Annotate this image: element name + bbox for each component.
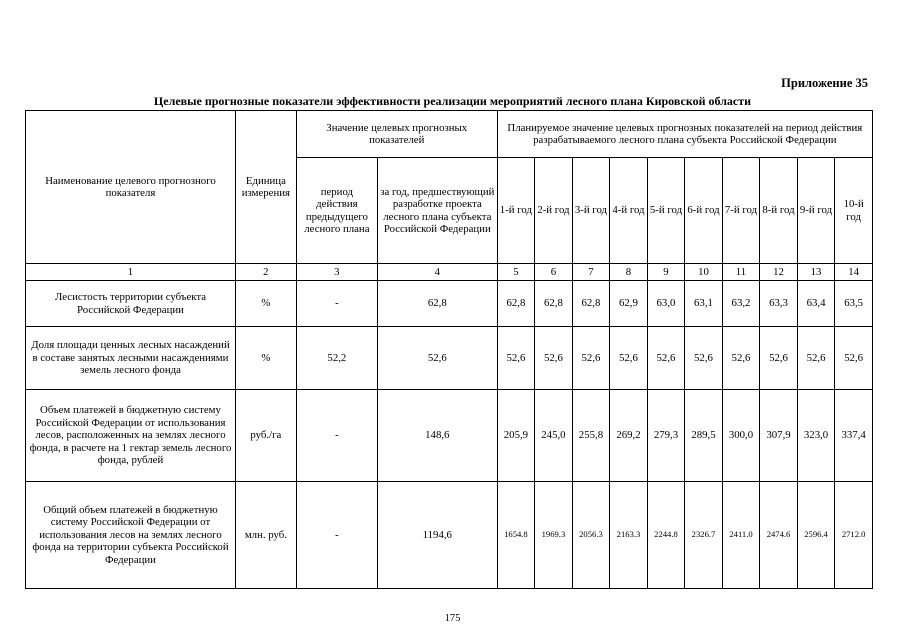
year-value: 307,9 (760, 390, 798, 482)
year-value: 52,6 (685, 327, 723, 390)
prev-year-cell: 1194,6 (377, 482, 497, 589)
unit-cell: млн. руб. (235, 482, 296, 589)
col-number: 6 (535, 264, 573, 281)
year-value: 245,0 (535, 390, 573, 482)
header-year-8: 8-й год (760, 158, 798, 264)
year-value: 63,4 (797, 281, 835, 327)
appendix-label: Приложение 35 (781, 76, 868, 90)
year-value: 2596.4 (797, 482, 835, 589)
prev-period-cell: - (296, 281, 377, 327)
year-value: 63,1 (685, 281, 723, 327)
document-title: Целевые прогнозные показатели эффективности реализации мероприятий лесного плана Кировской области (153, 94, 752, 108)
table-row (26, 390, 873, 482)
header-year-7: 7-й год (722, 158, 760, 264)
header-unit: Единица измерения (235, 111, 296, 264)
year-value: 2326.7 (685, 482, 723, 589)
year-value: 337,4 (835, 390, 873, 482)
header-name: Наименование целевого прогнозного показателя (26, 111, 236, 264)
table-row (26, 482, 873, 589)
header-value-group: Значение целевых прогнозных показателей (296, 111, 497, 158)
year-value: 52,6 (535, 327, 573, 390)
prev-period-cell: - (296, 482, 377, 589)
year-value: 300,0 (722, 390, 760, 482)
table-row (26, 327, 873, 390)
year-value: 63,0 (647, 281, 685, 327)
header-year-2: 2-й год (535, 158, 573, 264)
col-number: 7 (572, 264, 610, 281)
unit-cell: % (235, 281, 296, 327)
year-value: 1969.3 (535, 482, 573, 589)
col-number: 8 (610, 264, 648, 281)
year-value: 255,8 (572, 390, 610, 482)
indicator-name: Объем платежей в бюджетную систему Российской Федерации от использования лесов, расположенных на землях лесного фонда, в расчете на 1 гектар земель лесного фонда, рублей (26, 390, 236, 482)
header-year-6: 6-й год (685, 158, 723, 264)
col-number: 2 (235, 264, 296, 281)
year-value: 1654.8 (497, 482, 535, 589)
header-year-9: 9-й год (797, 158, 835, 264)
header-year-5: 5-й год (647, 158, 685, 264)
col-number: 12 (760, 264, 798, 281)
indicators-table (25, 110, 873, 589)
indicator-name: Доля площади ценных лесных насаждений в составе занятых лесными насаждениями земель лесного фонда (26, 327, 236, 390)
col-number: 14 (835, 264, 873, 281)
year-value: 289,5 (685, 390, 723, 482)
unit-cell: % (235, 327, 296, 390)
year-value: 2163.3 (610, 482, 648, 589)
year-value: 279,3 (647, 390, 685, 482)
year-value: 62,8 (572, 281, 610, 327)
prev-year-cell: 148,6 (377, 390, 497, 482)
year-value: 2411.0 (722, 482, 760, 589)
col-number: 3 (296, 264, 377, 281)
year-value: 52,6 (647, 327, 685, 390)
table-row (26, 281, 873, 327)
year-value: 63,2 (722, 281, 760, 327)
header-year-1: 1-й год (497, 158, 535, 264)
unit-cell: руб./га (235, 390, 296, 482)
year-value: 269,2 (610, 390, 648, 482)
header-year-prev: за год, предшествующий разработке проекта лесного плана субъекта Российской Федерации (377, 158, 497, 264)
year-value: 62,8 (497, 281, 535, 327)
year-value: 52,6 (760, 327, 798, 390)
indicator-name: Лесистость территории субъекта Российской Федерации (26, 281, 236, 327)
header-year-10: 10-й год (835, 158, 873, 264)
year-value: 2244.8 (647, 482, 685, 589)
header-year-3: 3-й год (572, 158, 610, 264)
prev-period-cell: - (296, 390, 377, 482)
col-number: 13 (797, 264, 835, 281)
year-value: 323,0 (797, 390, 835, 482)
col-number: 1 (26, 264, 236, 281)
year-value: 62,9 (610, 281, 648, 327)
col-number: 10 (685, 264, 723, 281)
prev-year-cell: 52,6 (377, 327, 497, 390)
col-number: 9 (647, 264, 685, 281)
col-number: 11 (722, 264, 760, 281)
year-value: 52,6 (797, 327, 835, 390)
year-value: 2712.0 (835, 482, 873, 589)
prev-period-cell: 52,2 (296, 327, 377, 390)
indicator-name: Общий объем платежей в бюджетную систему Российской Федерации от использования лесов на землях лесного фонда на территории субъекта Российской Федерации (26, 482, 236, 589)
col-number: 4 (377, 264, 497, 281)
col-number: 5 (497, 264, 535, 281)
header-planned-group: Планируемое значение целевых прогнозных показателей на период действия разрабатываемого лесного плана субъекта Российской Федерации (497, 111, 872, 158)
year-value: 62,8 (535, 281, 573, 327)
prev-year-cell: 62,8 (377, 281, 497, 327)
year-value: 52,6 (835, 327, 873, 390)
year-value: 52,6 (572, 327, 610, 390)
year-value: 52,6 (722, 327, 760, 390)
year-value: 52,6 (497, 327, 535, 390)
header-period-prev: период действия предыдущего лесного плана (296, 158, 377, 264)
page-number: 175 (444, 613, 461, 624)
year-value: 2474.6 (760, 482, 798, 589)
year-value: 2056.3 (572, 482, 610, 589)
year-value: 63,3 (760, 281, 798, 327)
year-value: 205,9 (497, 390, 535, 482)
year-value: 63,5 (835, 281, 873, 327)
header-year-4: 4-й год (610, 158, 648, 264)
year-value: 52,6 (610, 327, 648, 390)
